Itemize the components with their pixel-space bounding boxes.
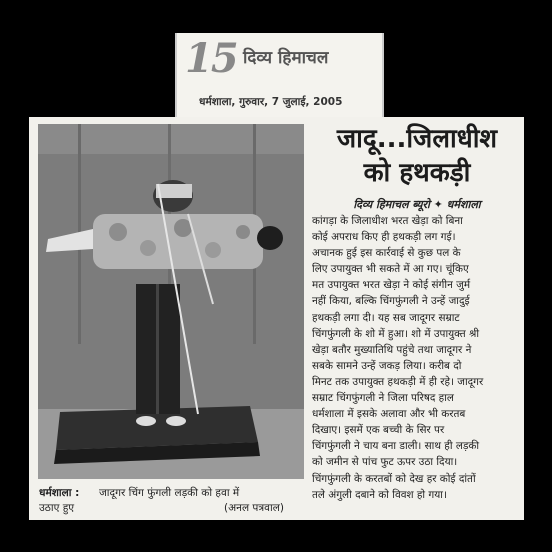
body-line: हथकड़ी लगा दी। यह सब जादूगर सम्राट — [312, 311, 460, 324]
body-line: तले अंगुली दबाने को विवश हो गया। — [312, 488, 447, 501]
body-line: मत उपायुक्त भरत खेड़ा ने कोई संगीन जुर्म — [312, 279, 471, 292]
body-line: चिंगफुंगली ने चाय बना डाली। साथ ही लड़की — [312, 440, 480, 453]
newspaper-masthead — [175, 33, 384, 117]
body-line: चिंगफुंगली के शो में हुआ। शो में उपायुक्त श्री — [312, 327, 480, 340]
headline-line-2: को हथकड़ी — [363, 158, 471, 188]
dateline: धर्मशाला, गुरुवार, 7 जुलाई, 2005 — [199, 96, 343, 108]
body-line: नहीं किया, बल्कि चिंगफुंगली ने उन्हें जादुई — [312, 295, 470, 308]
body-line: दिखाए। इसमें एक बच्ची के सिर पर — [312, 424, 445, 437]
body-line: कांगड़ा के जिलाधीश भरत खेड़ा को बिना — [312, 215, 463, 227]
photo-caption-place: धर्मशाला : — [39, 487, 80, 499]
body-line: को जमीन से पांच फुट ऊपर उठा दिया। — [312, 456, 458, 469]
page-number: 15 — [185, 35, 237, 82]
body-line: मिनट तक उपायुक्त हथकड़ी में ही रहे। जादूगर — [312, 375, 484, 388]
magician-levitation-photo — [38, 124, 304, 479]
photo-caption-line2: उठाए हुए — [39, 502, 75, 514]
body-line: लिए उपायुक्त भी सकते में आ गए। चूंकिए — [312, 263, 469, 276]
body-line: धर्मशाला में इसके अलावा और भी करतब — [312, 408, 466, 421]
article-photo — [38, 124, 304, 479]
article-headline — [312, 122, 522, 190]
article-byline: दिव्य हिमाचल ब्यूरो ✦ धर्मशाला — [353, 198, 481, 211]
body-line: सबके सामने उन्हें जकड़ लिया। करीब दो — [312, 359, 462, 372]
newspaper-clipping — [29, 117, 524, 520]
body-line: चिंगफुंगली के करतबों को देख हर कोई दांतों — [312, 472, 476, 485]
photo-caption: जादूगर चिंग फुंगली लड़की को हवा में — [99, 487, 240, 499]
body-line: सम्राट चिंगफुंगली ने जिला परिषद हाल — [312, 392, 454, 405]
article-body — [312, 213, 520, 503]
headline-line-1: जादू...जिलाधीश — [336, 124, 498, 154]
body-line: कोई अपराध किए ही हथकड़ी लग गई। — [312, 231, 456, 244]
photo-credit: (अनल पत्रवाल) — [224, 502, 284, 514]
body-line: खेड़ा बतौर मुख्यातिथि पहुंचे तथा जादूगर ने — [312, 343, 472, 356]
newspaper-name: दिव्य हिमाचल — [243, 48, 329, 68]
body-line: अचानक हुई इस कार्रवाई से कुछ पल के — [312, 247, 461, 260]
